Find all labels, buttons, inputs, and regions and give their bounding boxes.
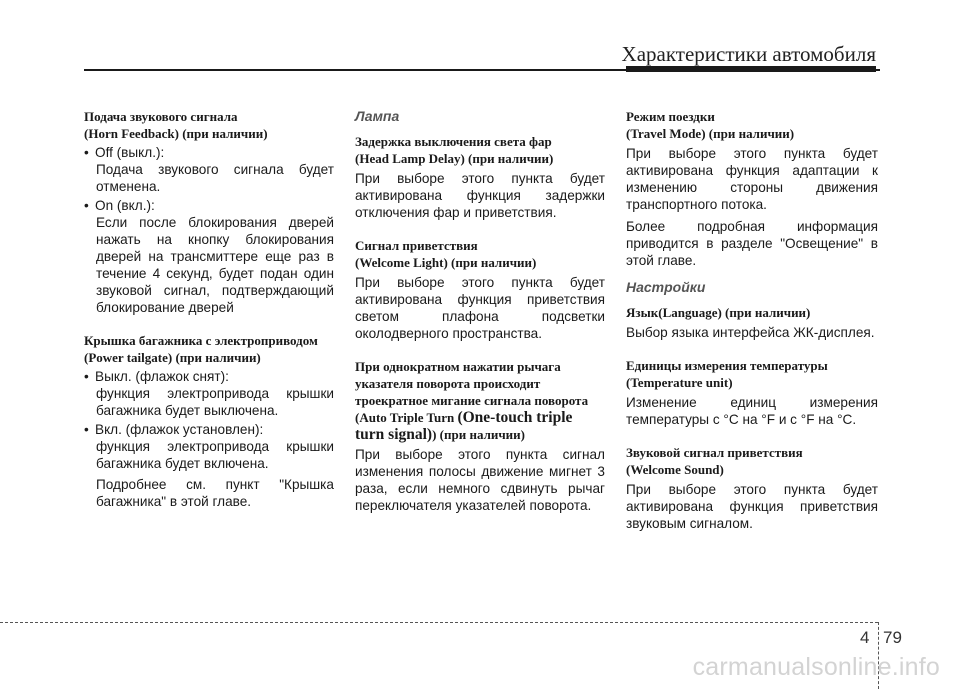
horn-feedback-heading <box>84 108 334 142</box>
horn-off-item <box>84 144 334 161</box>
welcome-light-title-ru: Сигнал приветствия <box>355 238 478 253</box>
tailgate-heading <box>84 332 334 366</box>
tailgate-off-item <box>84 368 334 385</box>
horn-title-en: (Horn Feedback) (при наличии) <box>84 126 268 141</box>
horn-off-text: Подача звукового сигнала будет отменена. <box>96 162 334 194</box>
travel-mode-title-en: (Travel Mode) (при наличии) <box>626 126 795 141</box>
language-heading: Язык(Language) (при наличии) <box>626 305 811 320</box>
welcome-sound-heading <box>626 444 878 478</box>
welcome-sound-title-ru: Звуковой сигнал приветствия <box>626 445 803 460</box>
tailgate-title-ru: Крышка багажника с электроприводом <box>84 333 318 348</box>
turn-signal-title-2: указателя поворота происходит <box>355 376 541 391</box>
welcome-sound-text: При выборе этого пункта будет активирована функция приветствия звуковым сигналом. <box>626 482 878 531</box>
horn-on-item <box>84 197 334 214</box>
welcome-light-title-en: (Welcome Light) (при наличии) <box>355 255 537 270</box>
column-3 <box>626 108 878 532</box>
bullet-icon: • <box>84 198 89 213</box>
footer-rule <box>0 622 878 623</box>
turn-signal-heading <box>355 358 605 443</box>
tailgate-on-label: Вкл. (флажок установлен): <box>95 422 264 437</box>
travel-mode-heading <box>626 108 878 142</box>
temperature-heading <box>626 357 878 391</box>
travel-mode-title-ru: Режим поездки <box>626 109 715 124</box>
tailgate-on-item <box>84 421 334 438</box>
head-lamp-title-en: (Head Lamp Delay) (при наличии) <box>355 151 554 166</box>
welcome-light-heading <box>355 237 605 271</box>
column-1 <box>84 108 334 510</box>
travel-mode-more-text: Более подробная информация приводится в разделе "Освещение" в этой главе. <box>626 219 878 268</box>
tailgate-title-en: (Power tailgate) (при наличии) <box>84 350 261 365</box>
turn-signal-title-5b: ) (при наличии) <box>432 427 525 442</box>
section-title-settings: Настройки <box>626 279 706 295</box>
horn-on-text: Если после блокирования дверей нажать на кнопку блокирования дверей на трансмиттере еще раз в течение 4 секунд, будет подан один звуковой сигнал, подтверждающий блокирование дверей <box>96 215 334 315</box>
tailgate-on-text: функция электропривода крышки багажника будет включена. <box>96 439 334 471</box>
turn-signal-title-5a: turn signal) <box>355 426 433 443</box>
turn-signal-title-4b: (One-touch triple <box>457 409 573 426</box>
head-lamp-text: При выборе этого пункта будет активирована функция задержки отключения фар и приветствия. <box>355 171 605 220</box>
temperature-text: Изменение единиц измерения температуры с °C на °F и с °F на °C. <box>626 395 878 427</box>
language-text: Выбор языка интерфейса ЖК-дисплея. <box>626 325 875 340</box>
page-number: 79 <box>883 628 902 647</box>
welcome-sound-title-en: (Welcome Sound) <box>626 462 724 477</box>
turn-signal-text: При выборе этого пункта сигнал изменения полосы движение мигнет 3 раза, если немного сдвинуть рычаг переключателя указателей поворота. <box>355 447 605 513</box>
tailgate-more-text: Подробнее см. пункт "Крышка багажника" в этой главе. <box>96 477 334 509</box>
tailgate-off-label: Выкл. (флажок снят): <box>95 369 229 384</box>
horn-on-label: On (вкл.): <box>95 198 155 213</box>
bullet-icon: • <box>84 422 89 437</box>
temperature-title-en: (Temperature unit) <box>626 375 733 390</box>
section-title-lamp: Лампа <box>355 108 400 124</box>
horn-title-ru: Подача звукового сигнала <box>84 109 238 124</box>
turn-signal-title-4a: (Auto Triple Turn <box>355 410 458 425</box>
turn-signal-title-3: троекратное мигание сигнала поворота <box>355 393 589 408</box>
turn-signal-title-1: При однократном нажатии рычага <box>355 359 561 374</box>
tailgate-off-text: функция электропривода крышки багажника будет выключена. <box>96 386 334 418</box>
page-header-title: Характеристики автомобиля <box>621 42 876 66</box>
bullet-icon: • <box>84 145 89 160</box>
header-rule-accent <box>626 66 876 72</box>
horn-off-label: Off (выкл.): <box>95 145 165 160</box>
column-2 <box>355 108 605 514</box>
watermark: carmanualsonline.info <box>692 653 940 681</box>
chapter-number: 4 <box>860 628 870 647</box>
bullet-icon: • <box>84 369 89 384</box>
head-lamp-title-ru: Задержка выключения света фар <box>355 134 552 149</box>
travel-mode-text: При выборе этого пункта будет активирована функция адаптации к изменению стороны движения транспортного потока. <box>626 146 878 212</box>
welcome-light-text: При выборе этого пункта будет активирована функция приветствия светом плафона подсветки околодверного пространства. <box>355 275 605 341</box>
head-lamp-heading <box>355 133 605 167</box>
temperature-title-ru: Единицы измерения температуры <box>626 358 828 373</box>
